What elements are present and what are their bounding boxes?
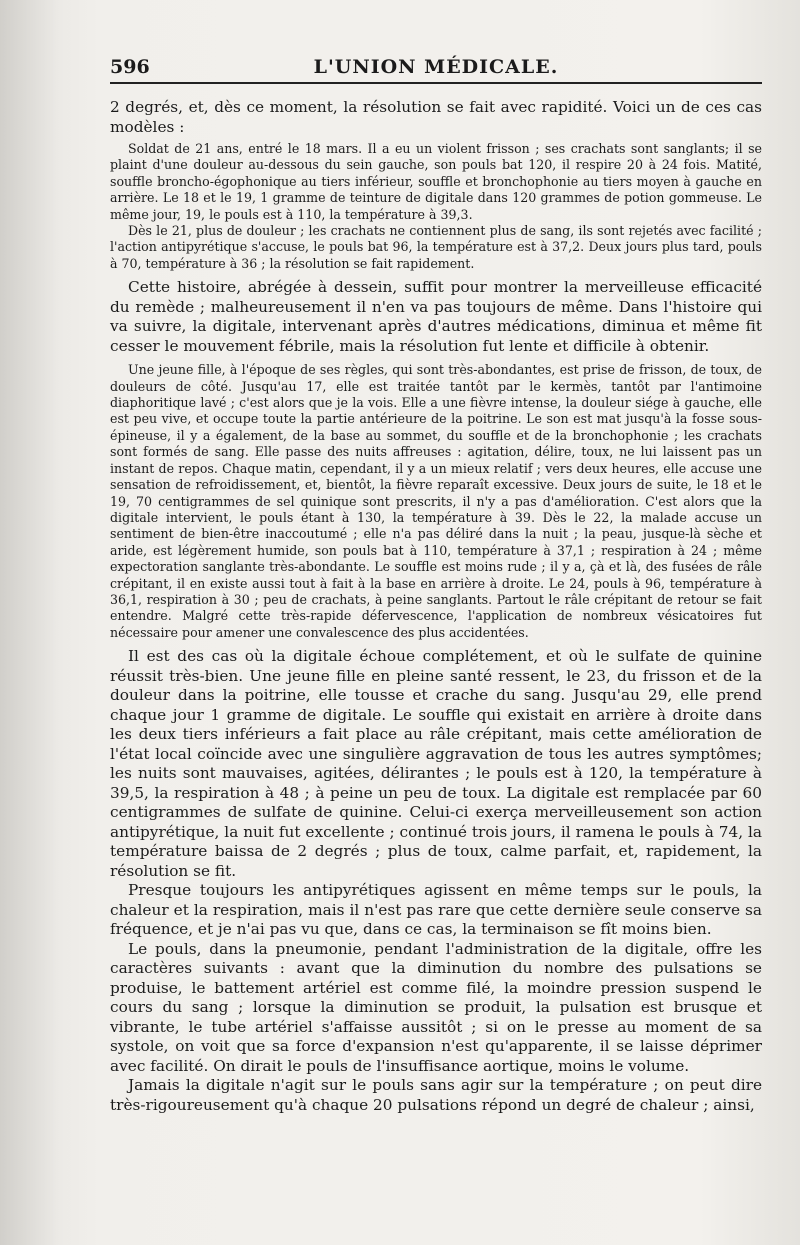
paragraph-quinine-case: Il est des cas où la digitale échoue complétement, et où le sulfate de quinine réussit très-bien. Une jeune fille en pleine santé ressent, le 23, du frisson et de la douleur dans la poitrine, elle tousse et crache du sang. Jusqu'au 29, elle prend chaque jour 1 gramme de digitale. Le souffle qui existait en arrière à droite dans les deux tiers inférieurs a fait place au râle crépitant, mais cette amélioration de l'état local coïncide avec une singulière aggravation de tous les autres symptômes; les nuits sont mauvaises, agitées, délirantes ; le pouls est à 120, la température à 39,5, la respiration à 48 ; à peine un peu de toux. La digitale est remplacée par 60 centigrammes de sulfate de quinine. Celui-ci exerça merveilleusement son action antipyrétique, la nuit fut excellente ; continué trois jours, il ramena le pouls à 74, la température baissa de 2 degrés ; plus de toux, calme parfait, et, rapidement, la résolution se fit. (110, 647, 762, 880)
journal-title: L'UNION MÉDICALE. (313, 56, 559, 78)
running-head (110, 52, 762, 84)
binding-shadow (0, 0, 100, 1245)
case-report-soldier-continued: Dès le 21, plus de douleur ; les crachats ne contiennent plus de sang, ils sont rejetés avec facilité ; l'action antipyrétique s'accuse, le pouls bat 96, la température est à 37,2. Deux jours plus tard, pouls à 70, température à 36 ; la résolution se fait rapidement. (110, 223, 762, 271)
paragraph-intro: 2 degrés, et, dès ce moment, la résolution se fait avec rapidité. Voici un de ces cas modèles : (110, 98, 762, 136)
paragraph-commentary: Cette histoire, abrégée à dessein, suffit pour montrer la merveilleuse efficacité du remède ; malheureusement il n'en va pas toujours de même. Dans l'histoire qui va suivre, la digitale, intervenant après d'autres médications, diminua et même fit cesser le mouvement fébrile, mais la résolution fut lente et difficile à obtenir. (110, 278, 762, 355)
page-number: 596 (110, 56, 150, 78)
case-report-soldier: Soldat de 21 ans, entré le 18 mars. Il a eu un violent frisson ; ses crachats sont sanglants; il se plaint d'une douleur au-dessous du sein gauche, son pouls bat 120, il respire 20 à 24 fois. Matité, souffle broncho-égophonique au tiers inférieur, souffle et bronchophonie au tiers moyen à gauche en arrière. Le 18 et le 19, 1 gramme de teinture de digitale dans 120 grammes de potion gommeuse. Le même jour, 19, le pouls est à 110, la température à 39,3. (110, 141, 762, 222)
paragraph-pulse: Le pouls, dans la pneumonie, pendant l'administration de la digitale, offre les caractères suivants : avant que la diminution du nombre des pulsations se produise, le battement artériel est comme filé, la moindre pression suspend le cours du sang ; lorsque la diminution se produit, la pulsation est brusque et vibrante, le tube artériel s'affaisse aussitôt ; si on le presse au moment de sa systole, on voit que sa force d'expansion n'est qu'apparente, il se laisse déprimer avec facilité. On dirait le pouls de l'insuffisance aortique, moins le volume. (110, 939, 762, 1075)
paragraph-temperature: Jamais la digitale n'agit sur le pouls sans agir sur la température ; on peut dire très-rigoureusement qu'à chaque 20 pulsations répond un degré de chaleur ; ainsi, (110, 1076, 762, 1114)
paragraph-antipyretics: Presque toujours les antipyrétiques agissent en même temps sur le pouls, la chaleur et la respiration, mais il n'est pas rare que cette dernière seule conserve sa fréquence, et je n'ai pas vu que, dans ce cas, la terminaison se fît moins bien. (110, 881, 762, 939)
case-report-young-woman: Une jeune fille, à l'époque de ses règles, qui sont très-abondantes, est prise de frisson, de toux, de douleurs de côté. Jusqu'au 17, elle est traitée tantôt par le kermès, tantôt par l'antimoine diaphoritique lavé ; c'est alors que je la vois. Elle a une fièvre intense, la douleur siége à gauche, elle est peu vive, et occupe toute la partie antérieure de la poitrine. Le son est mat jusqu'à la fosse sous-épineuse, il y a également, de la base au sommet, du souffle et de la bronchophonie ; les crachats sont formés de sang. Elle passe des nuits affreuses : agitation, délire, toux, ne lui laissent pas un instant de repos. Chaque matin, cependant, il y a un mieux relatif ; vers deux heures, elle accuse une sensation de refroidissement, et, bientôt, la fièvre reparaît excessive. Deux jours de suite, le 18 et le 19, 70 centigrammes de sel quinique sont prescrits, il n'y a pas d'amélioration. C'est alors que la digitale intervient, le pouls étant à 130, la température à 39. Dès le 22, la malade accuse un sentiment de bien-être inaccoutumé ; elle n'a pas déliré dans la nuit ; la peau, jusque-là sèche et aride, est légèrement humide, son pouls bat à 110, température à 37,1 ; respiration à 24 ; même expectoration sanglante très-abondante. Le souffle est moins rude ; il y a, çà et là, des fusées de râle crépitant, il en existe aussi tout à fait à la base en arrière à droite. Le 24, pouls à 96, température à 36,1, respiration à 30 ; peu de crachats, à peine sanglants. Partout le râle crépitant de retour se fait entendre. Malgré cette très-rapide défervescence, l'application de nombreux vésicatoires fut nécessaire pour amener une convalescence des plus accidentées. (110, 362, 762, 640)
